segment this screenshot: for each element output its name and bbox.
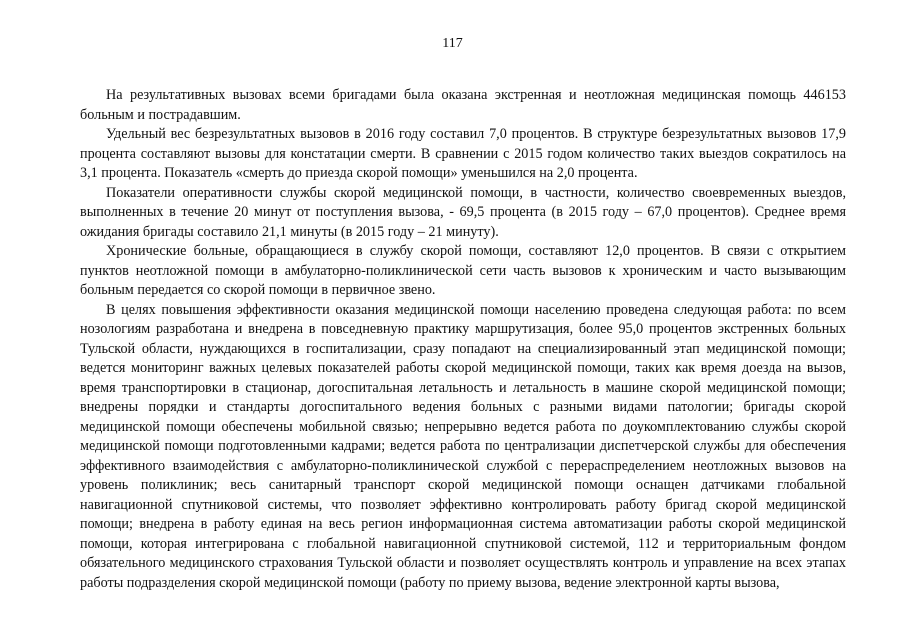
paragraph-unsuccessful-calls: Удельный вес безрезультатных вызовов в 2016 году составил 7,0 процентов. В структуре безрезультатных вызовов 17,9 процента составляют вызовы для констатации смерти. В сравнении с 2015 годом количество таких выездов сократилось на 3,1 процента. Показатель «смерть до приезда скорой помощи» уменьшился на 2,0 процента. (80, 126, 846, 181)
paragraph-emergency-care: На результативных вызовах всеми бригадами была оказана экстренная и неотложная медицинская помощь 446153 больным и пострадавшим. (80, 87, 846, 123)
document-body (80, 86, 846, 593)
page-number: 117 (442, 36, 463, 51)
paragraph-improvement-measures: В целях повышения эффективности оказания медицинской помощи населению проведена следующая работа: по всем нозологиям разработана и внедрена в повседневную практику маршрутизация, более 95,0 процентов экстренных больных Тульской области, нуждающихся в госпитализации, сразу попадают на специализированный этап медицинской помощи; ведется мониторинг важных целевых показателей работы скорой медицинской помощи, таких как время доезда на вызов, время транспортировки в стационар, догоспитальная летальность и летальность в машине скорой медицинской помощи; внедрены порядки и стандарты догоспитального ведения больных с разными видами патологии; бригады скорой медицинской помощи обеспечены мобильной связью; непрерывно ведется работа по доукомплектованию службы скорой медицинской помощи подготовленными кадрами; ведется работа по централизации диспетчерской службы для обеспечения эффективного взаимодействия с амбулаторно-поликлинической службой с перераспределением неотложных вызовов на уровень поликлиник; весь санитарный транспорт скорой медицинской помощи оснащен датчиками глобальной навигационной спутниковой системы, что позволяет эффективно контролировать работу бригад скорой медицинской помощи; внедрена в работу единая на весь регион информационная система автоматизации работы скорой медицинской помощи, которая интегрирована с глобальной навигационной спутниковой системой, 112 и территориальным фондом обязательного медицинского страхования Тульской области и позволяет осуществлять контроль и управление на всех этапах работы подразделения скорой медицинской помощи (работу по приему вызова, ведение электронной карты вызова, (80, 301, 846, 591)
paragraph-chronic-patients: Хронические больные, обращающиеся в службу скорой помощи, составляют 12,0 процентов. В связи с открытием пунктов неотложной помощи в амбулаторно-поликлинической сети часть вызовов к хроническим и часто вызывающим больным передается со скорой помощи в первичное звено. (80, 243, 846, 298)
paragraph-response-efficiency: Показатели оперативности службы скорой медицинской помощи, в частности, количество своевременных выездов, выполненных в течение 20 минут от поступления вызова, - 69,5 процента (в 2015 году – 67,0 процентов). Среднее время ожидания бригады составило 21,1 минуты (в 2015 году – 21 минуту). (80, 184, 846, 240)
